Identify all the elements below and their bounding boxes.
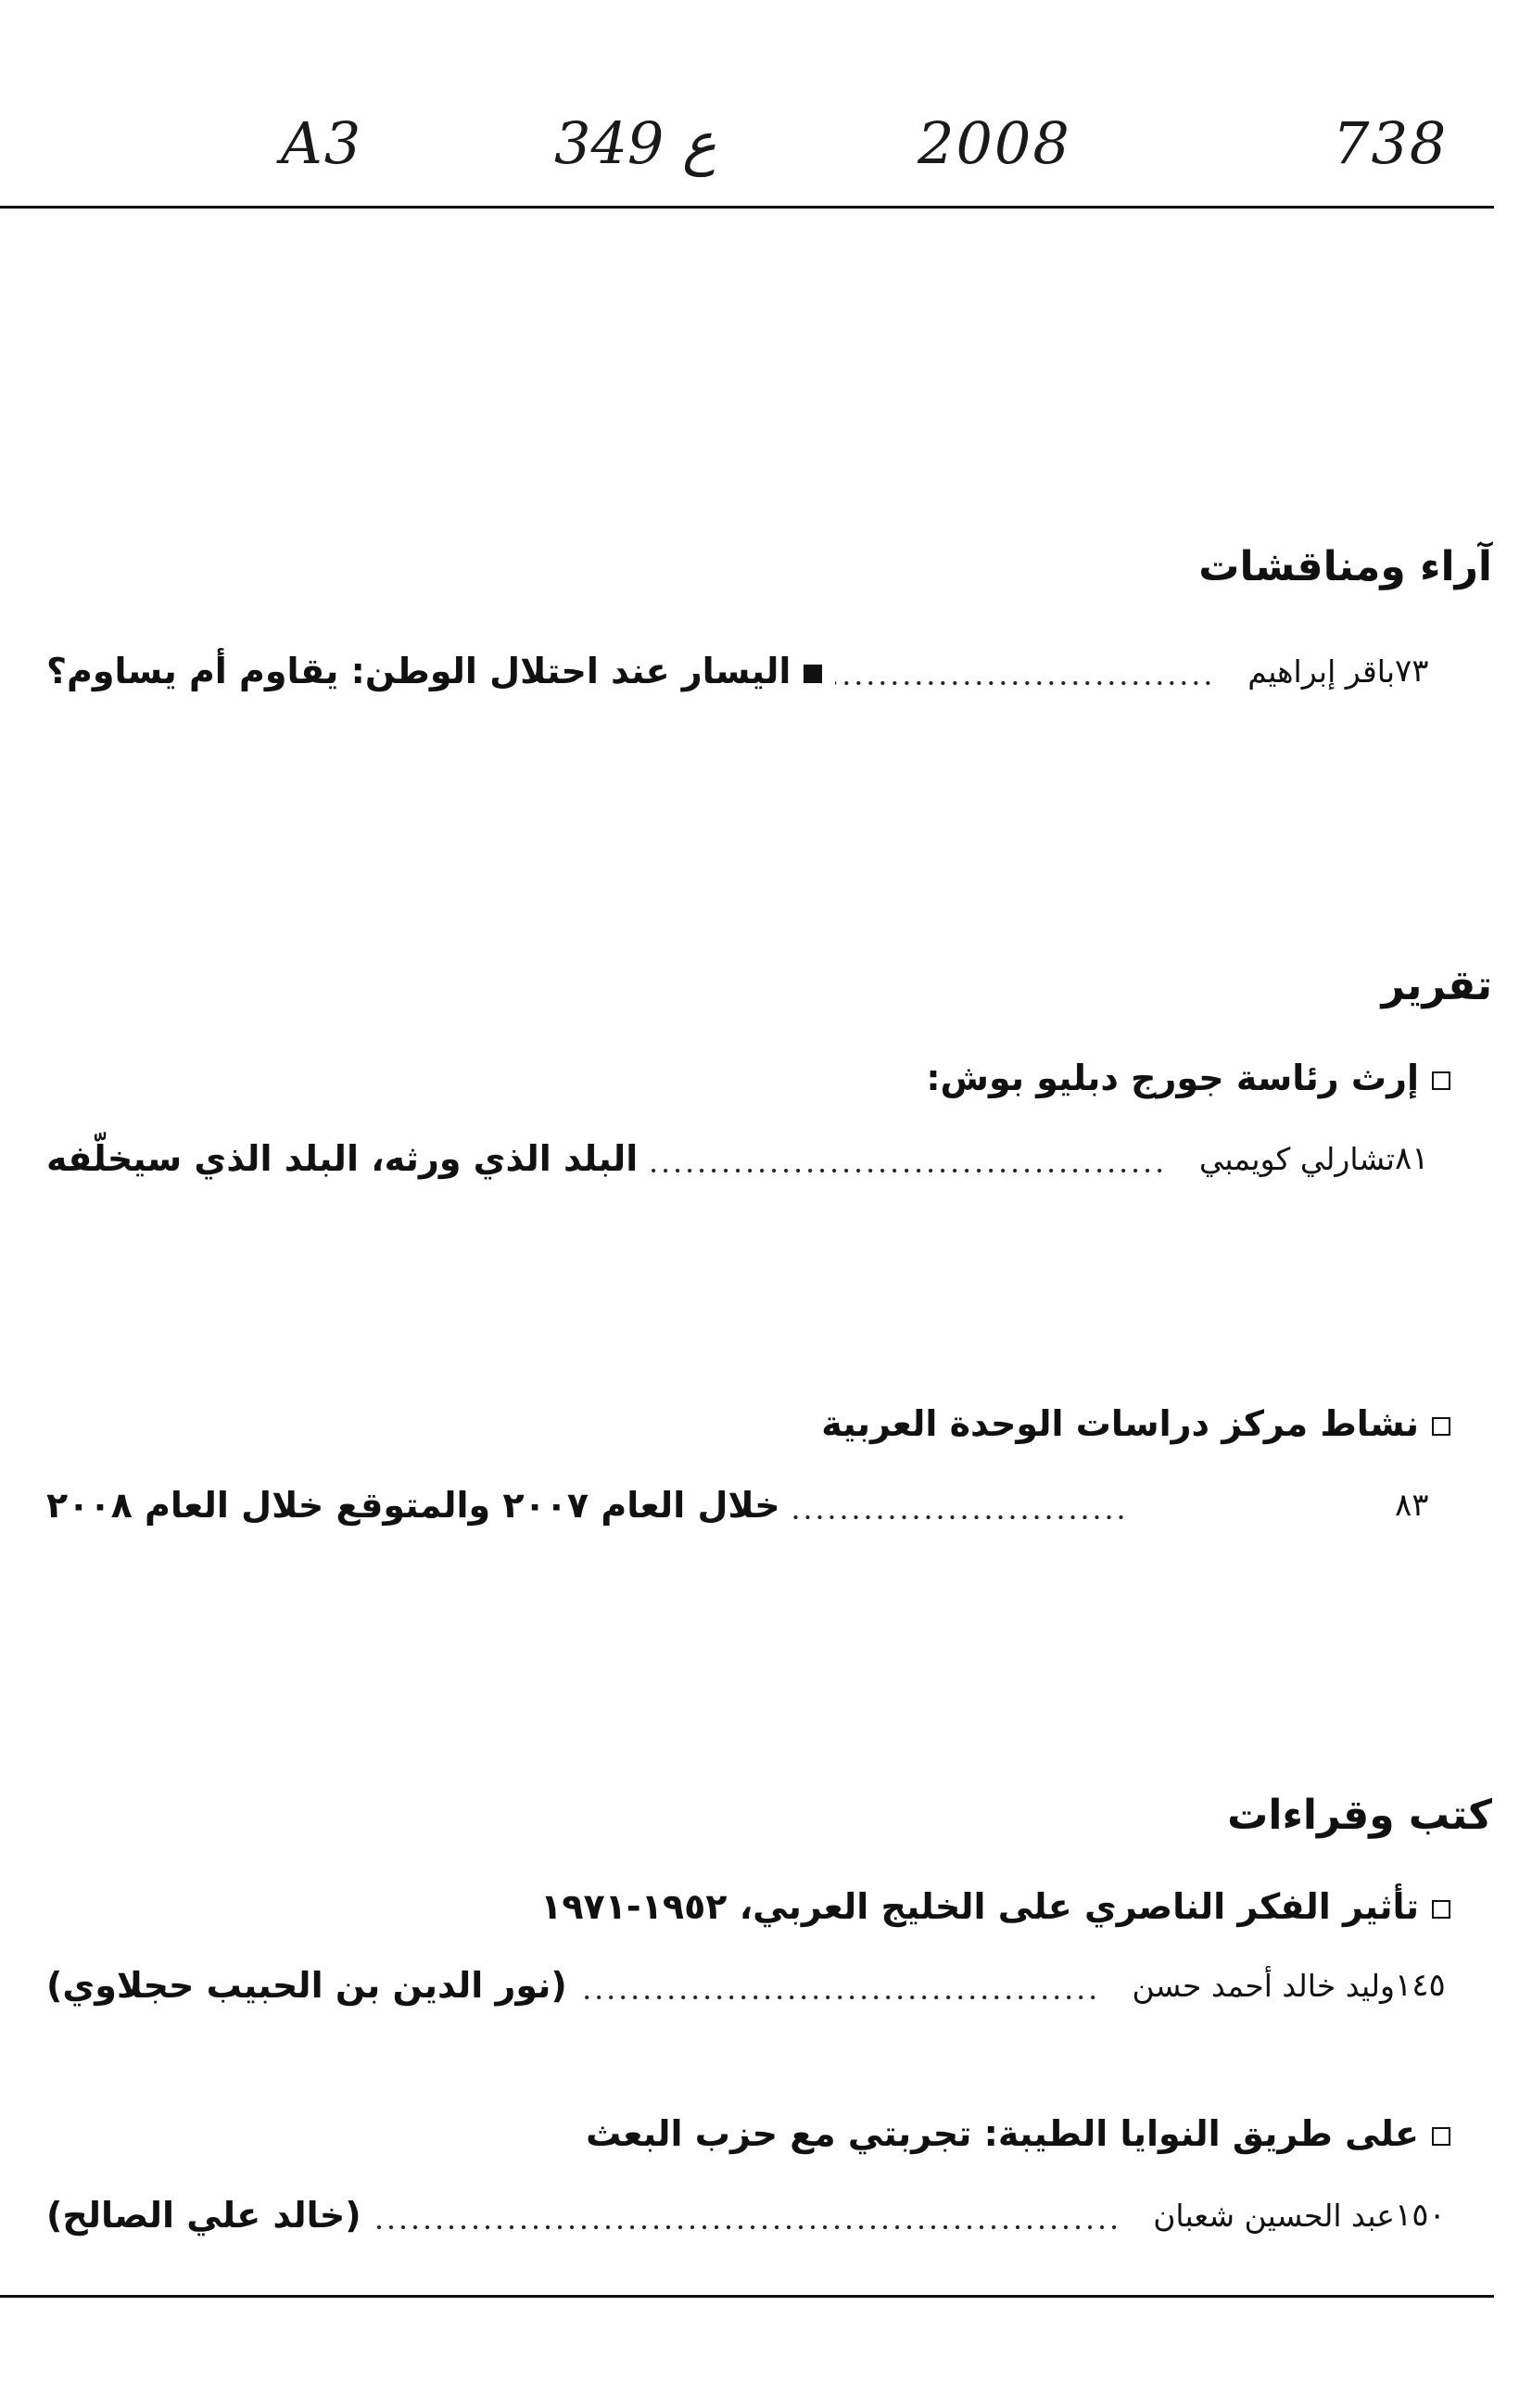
entry-page-number: ١٤٥ — [1395, 1967, 1446, 2004]
entry-page-number: ٨٣ — [1395, 1487, 1429, 1524]
top-rule — [0, 206, 1494, 209]
handwritten-note-3: 2008 — [918, 109, 1071, 177]
entry-title-line-1: نشاط مركز دراسات الوحدة العربية — [821, 1403, 1419, 1444]
entry-page-number: ١٥٠ — [1395, 2197, 1446, 2234]
dot-leader — [374, 2224, 1121, 2231]
open-square-bullet-icon — [1432, 1071, 1450, 1090]
entry-page-number: ٨١ — [1395, 1140, 1429, 1177]
bottom-rule — [0, 2295, 1494, 2298]
entry-author: تشارلي كويمبي — [1198, 1140, 1395, 1177]
entry-title-line-1: اليسار عند احتلال الوطن: يقاوم أم يساوم؟ — [46, 651, 791, 691]
entry-title-line-2: (نور الدين بن الحبيب حجلاوي) — [46, 1965, 567, 2006]
entry-title-line-1: على طريق النوايا الطيبة: تجربتي مع حزب البعث — [586, 2113, 1419, 2154]
entry-title-line-2: خلال العام ٢٠٠٧ والمتوقع خلال العام ٢٠٠٨ — [46, 1485, 780, 1526]
toc-entry-2-line-1[interactable] — [926, 1058, 1450, 1098]
handwritten-note-2: 349 ع — [554, 109, 717, 177]
toc-entry-4[interactable] — [46, 1958, 1450, 2013]
section-title-report: تقرير — [1381, 962, 1492, 1009]
toc-entry-3[interactable] — [46, 1477, 1450, 1533]
dot-leader — [793, 1514, 1127, 1521]
entry-page-number: ٧٣ — [1395, 653, 1429, 690]
dot-leader — [580, 1994, 1099, 2001]
filled-square-bullet-icon — [804, 665, 822, 683]
entry-title-line-1: إرث رئاسة جورج دبليو بوش: — [926, 1058, 1419, 1098]
dot-leader — [651, 1167, 1166, 1174]
dot-leader — [835, 679, 1214, 687]
open-square-bullet-icon — [1432, 1417, 1450, 1436]
entry-author: عبد الحسين شعبان — [1153, 2197, 1395, 2234]
toc-entry-5[interactable] — [46, 2187, 1450, 2243]
handwritten-note-4: 738 — [1333, 109, 1449, 177]
entry-title — [46, 651, 822, 691]
toc-entry-1[interactable] — [46, 643, 1450, 699]
entry-author: وليد خالد أحمد حسن — [1132, 1967, 1395, 2004]
section-title-opinions: آراء ومناقشات — [1198, 543, 1492, 590]
entry-author: باقر إبراهيم — [1247, 653, 1395, 690]
toc-entry-2[interactable] — [46, 1131, 1450, 1186]
open-square-bullet-icon — [1432, 2127, 1450, 2146]
entry-title-line-2: (خالد علي الصالح) — [46, 2195, 361, 2236]
handwritten-note-1: A3 — [281, 109, 363, 177]
entry-title-line-1: تأثير الفكر الناصري على الخليج العربي، ١٩٥٢-١٩٧١ — [540, 1886, 1419, 1927]
entry-title-line-2: البلد الذي ورثه، البلد الذي سيخلّفه — [46, 1138, 639, 1179]
toc-entry-5-line-1[interactable] — [586, 2113, 1450, 2154]
open-square-bullet-icon — [1432, 1900, 1450, 1919]
toc-entry-4-line-1[interactable] — [540, 1886, 1450, 1927]
section-title-books: كتب وقراءات — [1227, 1792, 1492, 1839]
toc-entry-3-line-1[interactable] — [821, 1403, 1450, 1444]
